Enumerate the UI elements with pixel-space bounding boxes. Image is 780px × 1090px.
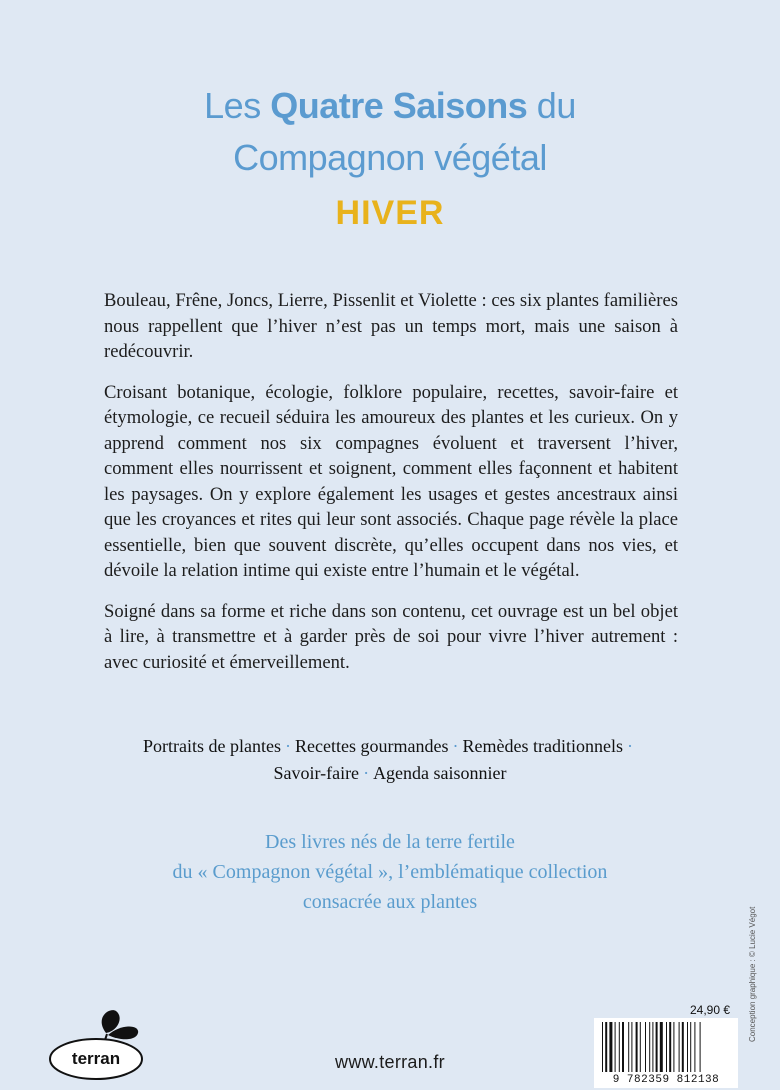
feature-separator: · (285, 736, 292, 756)
price-label: 24,90 € (690, 1003, 731, 1017)
feature-separator: · (626, 736, 633, 756)
description-paragraph: Soigné dans sa forme et riche dans son contenu, cet ouvrage est un bel objet à lire, à transmettre et à garder près de soi pour vivre l’hiver autrement : avec curiosité et émerveillement. (104, 600, 678, 673)
tagline-line: Des livres nés de la terre fertile (265, 831, 515, 853)
feature-item: Recettes gourmandes (295, 736, 449, 756)
design-credit: Conception graphique : © Lucie Végot (748, 906, 757, 1042)
collection-tagline (60, 827, 720, 917)
description-paragraph: Croisant botanique, écologie, folklore populaire, recettes, savoir-faire et étymologie, ce recueil séduira les amoureux des plantes et les curieux. On y apprend comment nos six compagnes évoluent et traversent l’hiver, comment elles nourrissent et soignent, comment elles façonnent et habitent les paysages. On y explore également les usages et gestes ancestraux ainsi que les croyances et rites qui leur sont associés. Chaque page révèle la place essentielle, bien que souvent discrète, qu’elles occupent dans nos vies, et dévoile la relation intime qui existe entre l’humain et le végétal. (104, 381, 678, 581)
feature-item: Savoir-faire (273, 763, 360, 783)
logo-wordmark: terran (71, 1049, 121, 1068)
series-title-line2: Compagnon végétal (233, 137, 547, 178)
feature-line-2 (60, 760, 720, 787)
description (104, 288, 678, 690)
feature-item: Agenda saisonnier (373, 763, 507, 783)
feature-separator: · (452, 736, 459, 756)
isbn-barcode (594, 1018, 738, 1088)
series-title-line1: Les Quatre Saisons du (204, 85, 576, 126)
website-link[interactable]: www.terran.fr (335, 1052, 445, 1072)
tagline-line: consacrée aux plantes (302, 891, 478, 913)
feature-separator: · (363, 763, 370, 783)
feature-item: Remèdes traditionnels (462, 736, 623, 756)
feature-item: Portraits de plantes (143, 736, 282, 756)
feature-line-1 (60, 733, 720, 760)
description-paragraph: Bouleau, Frêne, Joncs, Lierre, Pissenlit et Violette : ces six plantes familières nous rappellent que l’hiver n’est pas un temps mort, mais une saison à redécouvrir. (104, 290, 678, 362)
title-block (0, 80, 780, 233)
feature-list (60, 733, 720, 787)
barcode-icon (602, 1022, 730, 1072)
tagline-line: du « Compagnon végétal », l’emblématique collection (172, 861, 608, 883)
isbn-number: 9 782359 812138 (612, 1074, 720, 1086)
season-title: HIVER (335, 194, 445, 232)
